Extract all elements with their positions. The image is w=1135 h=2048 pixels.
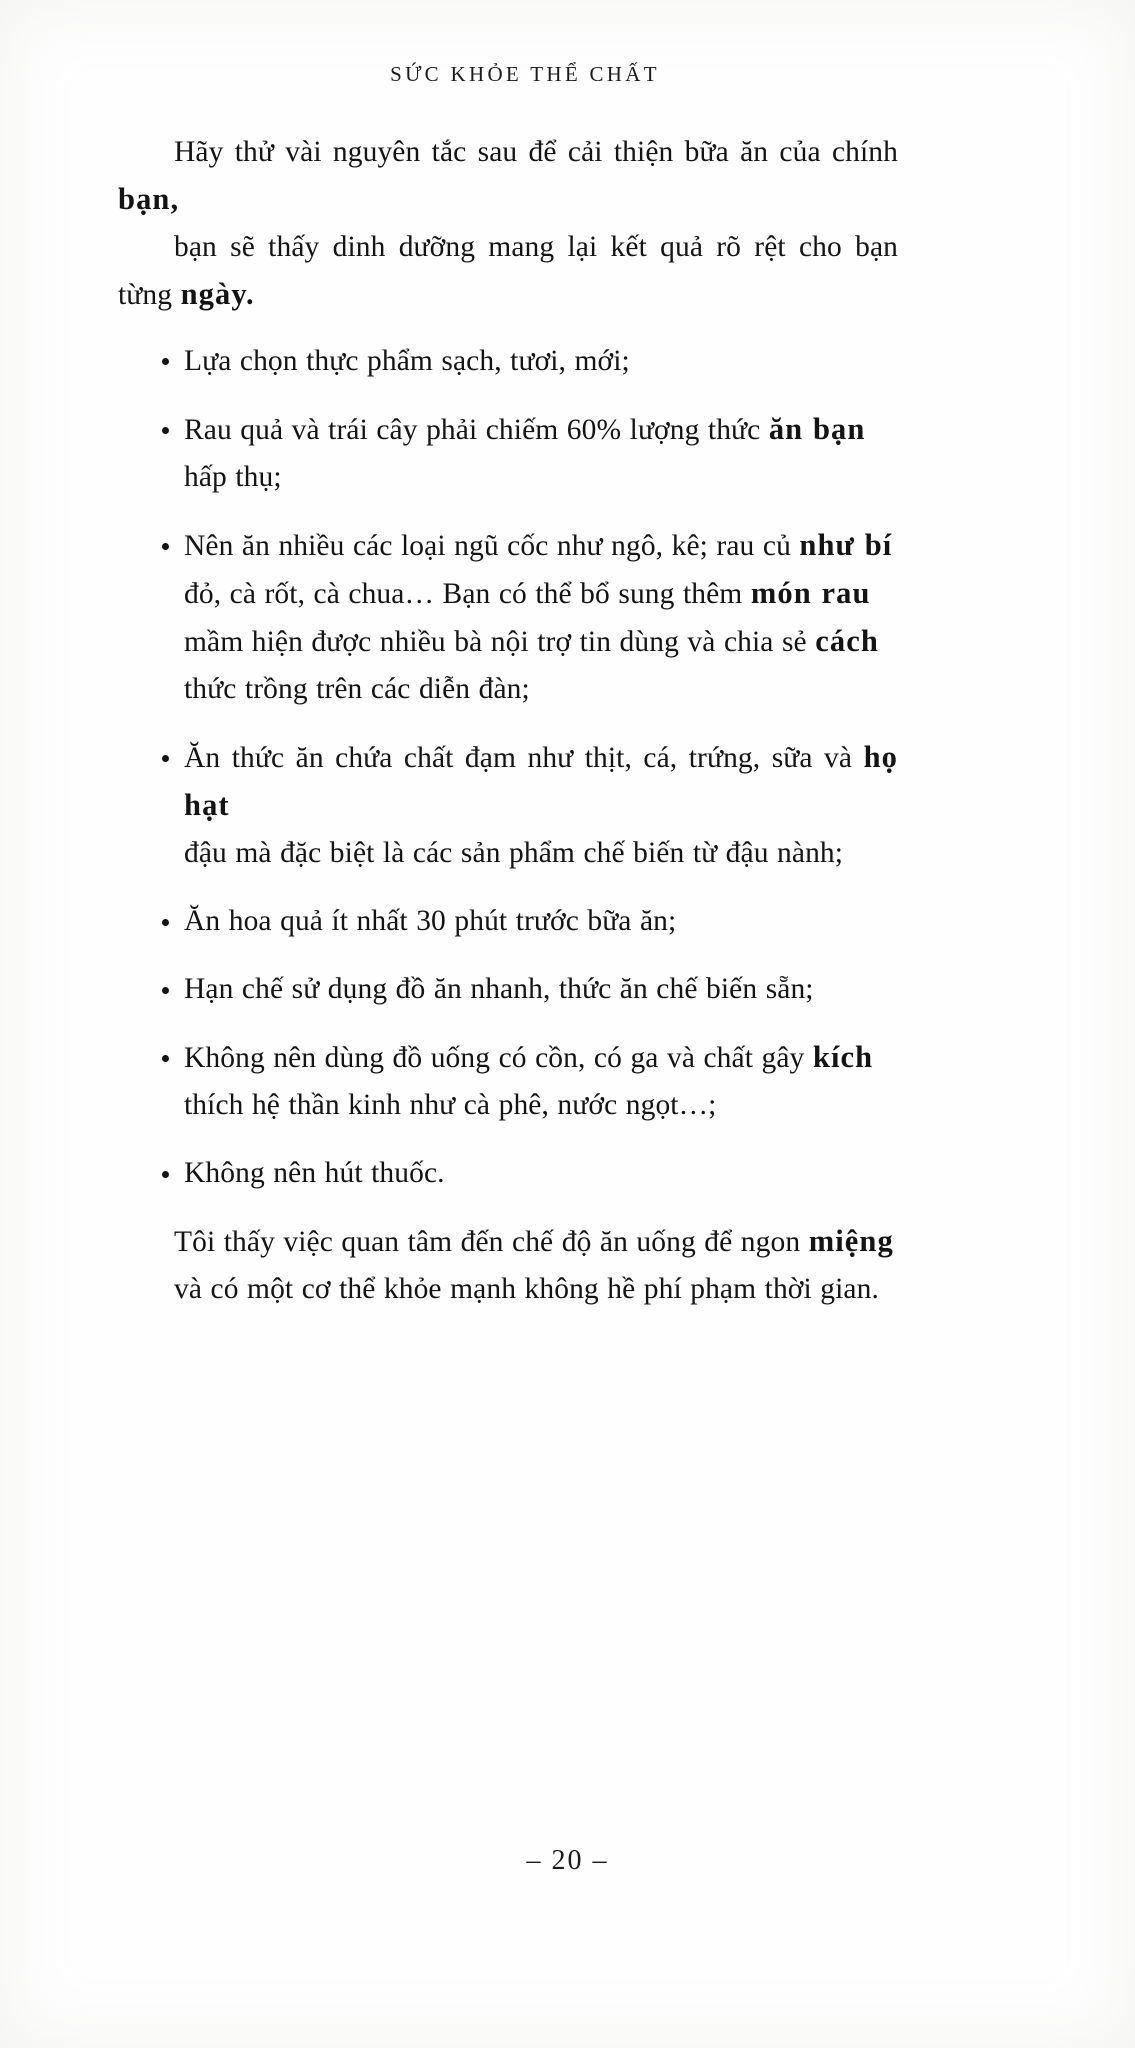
bullet-3-line-2 bbox=[184, 570, 898, 618]
intro-line-1 bbox=[118, 129, 898, 224]
bullet-dot-icon bbox=[162, 919, 169, 926]
intro-line-1-normal: Hãy thử vài nguyên tắc sau để cải thiện bữa ăn của chính bbox=[174, 136, 898, 168]
bullet-3-line-1 bbox=[184, 522, 898, 570]
bullet-4-line-1 bbox=[184, 734, 898, 830]
bullet-2-line-1-normal: Rau quả và trái cây phải chiếm 60% lượng thức bbox=[184, 414, 769, 446]
list-item bbox=[118, 337, 898, 385]
bullet-2-line-2 bbox=[184, 454, 898, 501]
closing-paragraph bbox=[118, 1218, 898, 1313]
bullet-2-line-2-normal: hấp thụ; bbox=[184, 461, 282, 493]
bullet-4-line-1-normal: Ăn thức ăn chứa chất đạm như thịt, cá, trứng, sữa và bbox=[184, 742, 864, 774]
bullet-3-line-2-normal: đỏ, cà rốt, cà chua… Bạn có thể bổ sung thêm bbox=[184, 578, 751, 610]
list-item bbox=[118, 898, 898, 945]
bullet-8-line-1-normal: Không nên hút thuốc. bbox=[184, 1157, 445, 1189]
bullet-dot-icon bbox=[162, 987, 169, 994]
bullet-dot-icon bbox=[162, 427, 169, 434]
intro-line-2-normal: bạn sẽ thấy dinh dưỡng mang lại kết quả rõ rệt cho bạn từng bbox=[118, 231, 898, 311]
bullet-5-line-1-normal: Ăn hoa quả ít nhất 30 phút trước bữa ăn; bbox=[184, 905, 677, 937]
bullet-4-line-2 bbox=[184, 830, 898, 877]
list-item bbox=[118, 966, 898, 1013]
bullet-3-line-2-heavy: món rau bbox=[750, 576, 871, 610]
bullet-dot-icon bbox=[162, 543, 169, 550]
guidelines-list bbox=[118, 337, 898, 1197]
list-item bbox=[118, 522, 898, 713]
intro-line-1-heavy: bạn, bbox=[118, 182, 180, 216]
bullet-8-line-1 bbox=[184, 1150, 898, 1197]
list-item bbox=[118, 1150, 898, 1197]
closing-line-1-heavy: miệng bbox=[808, 1224, 894, 1258]
bullet-3-line-3-normal: mầm hiện được nhiều bà nội trợ tin dùng và chia sẻ bbox=[184, 626, 816, 658]
bullet-4-line-2-normal: đậu mà đặc biệt là các sản phẩm chế biến từ đậu nành; bbox=[184, 837, 844, 869]
bullet-dot-icon bbox=[162, 1055, 169, 1062]
list-item bbox=[118, 1034, 898, 1129]
bullet-2-line-1 bbox=[184, 406, 898, 454]
closing-line-2 bbox=[118, 1266, 898, 1313]
bullet-7-line-1 bbox=[184, 1034, 898, 1082]
bullet-4-line-1-heavy: họ hạt bbox=[184, 740, 898, 822]
page-content bbox=[118, 62, 898, 1321]
closing-line-1-normal: Tôi thấy việc quan tâm đến chế độ ăn uống để ngon bbox=[174, 1226, 809, 1258]
closing-line-1 bbox=[118, 1218, 898, 1266]
bullet-3-line-1-heavy: như bí bbox=[799, 528, 893, 562]
closing-line-2-normal: và có một cơ thể khỏe mạnh không hề phí phạm thời gian. bbox=[174, 1273, 879, 1305]
bullet-7-line-1-normal: Không nên dùng đồ uống có cồn, có ga và chất gây bbox=[184, 1042, 813, 1074]
bullet-5-line-1 bbox=[184, 898, 898, 945]
bullet-3-line-4 bbox=[184, 666, 898, 713]
page-number: – 20 – bbox=[526, 1845, 609, 1876]
bullet-7-line-2 bbox=[184, 1082, 898, 1129]
bullet-3-line-3-heavy: cách bbox=[815, 624, 879, 658]
bullet-6-line-1 bbox=[184, 966, 898, 1013]
running-head: SỨC KHỎE THỂ CHẤT bbox=[390, 62, 660, 86]
list-item bbox=[118, 406, 898, 501]
bullet-7-line-2-normal: thích hệ thần kinh như cà phê, nước ngọt…; bbox=[184, 1089, 717, 1121]
bullet-1-line-1-normal: Lựa chọn thực phẩm sạch, tươi, mới; bbox=[184, 345, 630, 377]
bullet-2-line-1-heavy: ăn bạn bbox=[768, 412, 866, 446]
bullet-3-line-1-normal: Nên ăn nhiều các loại ngũ cốc như ngô, kê; rau củ bbox=[184, 530, 800, 562]
list-item bbox=[118, 734, 898, 877]
intro-line-2 bbox=[118, 224, 898, 319]
bullet-dot-icon bbox=[162, 358, 169, 365]
bullet-dot-icon bbox=[162, 1171, 169, 1178]
bullet-3-line-4-normal: thức trồng trên các diễn đàn; bbox=[184, 673, 530, 705]
bullet-3-line-3 bbox=[184, 618, 898, 666]
intro-line-2-heavy: ngày. bbox=[180, 277, 255, 311]
intro-paragraph bbox=[118, 129, 898, 319]
bullet-6-line-1-normal: Hạn chế sử dụng đồ ăn nhanh, thức ăn chế biến sẵn; bbox=[184, 973, 814, 1005]
bullet-7-line-1-heavy: kích bbox=[812, 1040, 874, 1074]
bullet-dot-icon bbox=[162, 755, 169, 762]
bullet-1-line-1 bbox=[184, 337, 898, 385]
